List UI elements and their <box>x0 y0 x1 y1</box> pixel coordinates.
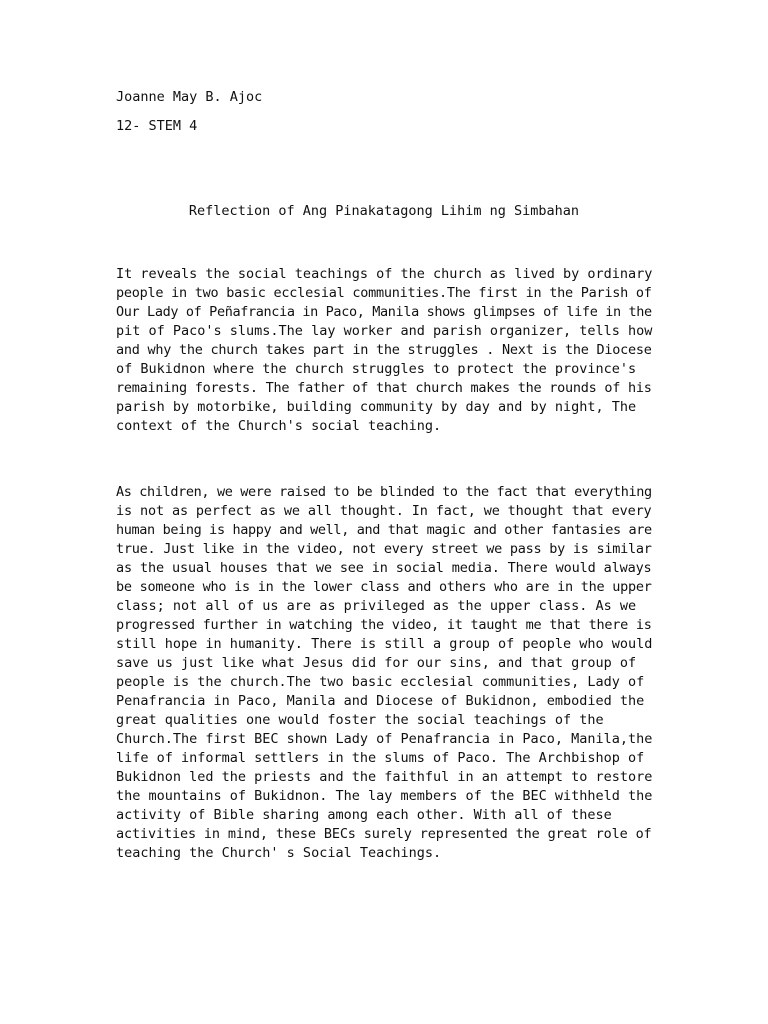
paragraph-line: context of the Church's social teaching. <box>116 418 442 434</box>
paragraph-line: Penafrancia in Paco, Manila and Diocese of Bukidnon, embodied the <box>116 693 645 709</box>
paragraph-line: save us just like what Jesus did for our sins, and that group of <box>116 655 637 671</box>
paragraph-line: life of informal settlers in the slums of Paco. The Archbishop of <box>116 750 645 766</box>
paragraph-line: It reveals the social teachings of the church as lived by ordinary <box>116 266 653 282</box>
paragraph-line: and why the church takes part in the struggles . Next is the Diocese <box>116 342 652 358</box>
paragraph-line: is not as perfect as we all thought. In fact, we thought that every <box>116 503 652 519</box>
paragraph-line: human being is happy and well, and that magic and other fantasies are <box>116 522 652 538</box>
body-paragraph-1 <box>116 265 652 436</box>
paragraph-line: of Bukidnon where the church struggles to protect the province's <box>116 361 637 377</box>
paragraph-line: parish by motorbike, building community by day and by night, The <box>116 399 637 415</box>
paragraph-line: progressed further in watching the video, it taught me that there is <box>116 617 652 633</box>
paragraph-line: the mountains of Bukidnon. The lay members of the BEC withheld the <box>116 788 653 804</box>
paragraph-line: activity of Bible sharing among each other. With all of these <box>116 807 612 823</box>
paragraph-line: people is the church.The two basic ecclesial communities, Lady of <box>116 674 645 690</box>
class-section: 12- STEM 4 <box>116 118 198 134</box>
paragraph-line: Our Lady of Peñafrancia in Paco, Manila shows glimpses of life in the <box>116 304 652 320</box>
paragraph-line: great qualities one would foster the social teachings of the <box>116 712 604 728</box>
paragraph-line: Bukidnon led the priests and the faithful in an attempt to restore <box>116 769 653 785</box>
paragraph-line: remaining forests. The father of that church makes the rounds of his <box>116 380 652 396</box>
paragraph-line: activities in mind, these BECs surely represented the great role of <box>116 826 652 842</box>
paragraph-line: teaching the Church' s Social Teachings. <box>116 845 442 861</box>
author-name: Joanne May B. Ajoc <box>116 89 263 105</box>
paragraph-line: still hope in humanity. There is still a group of people who would <box>116 636 653 652</box>
body-paragraph-2 <box>116 483 652 863</box>
paragraph-line: true. Just like in the video, not every street we pass by is similar <box>116 541 652 557</box>
paragraph-line: be someone who is in the lower class and others who are in the upper <box>116 579 652 595</box>
paragraph-line: pit of Paco's slums.The lay worker and parish organizer, tells how <box>116 323 653 339</box>
paragraph-line: people in two basic ecclesial communities.The first in the Parish of <box>116 285 652 301</box>
paragraph-line: As children, we were raised to be blinded to the fact that everything <box>116 484 652 500</box>
paragraph-line: Church.The first BEC shown Lady of Penafrancia in Paco, Manila,the <box>116 731 653 747</box>
document-title: Reflection of Ang Pinakatagong Lihim ng Simbahan <box>188 203 580 219</box>
paragraph-line: class; not all of us are as privileged as the upper class. As we <box>116 598 637 614</box>
paragraph-line: as the usual houses that we see in social media. There would always <box>116 560 652 576</box>
